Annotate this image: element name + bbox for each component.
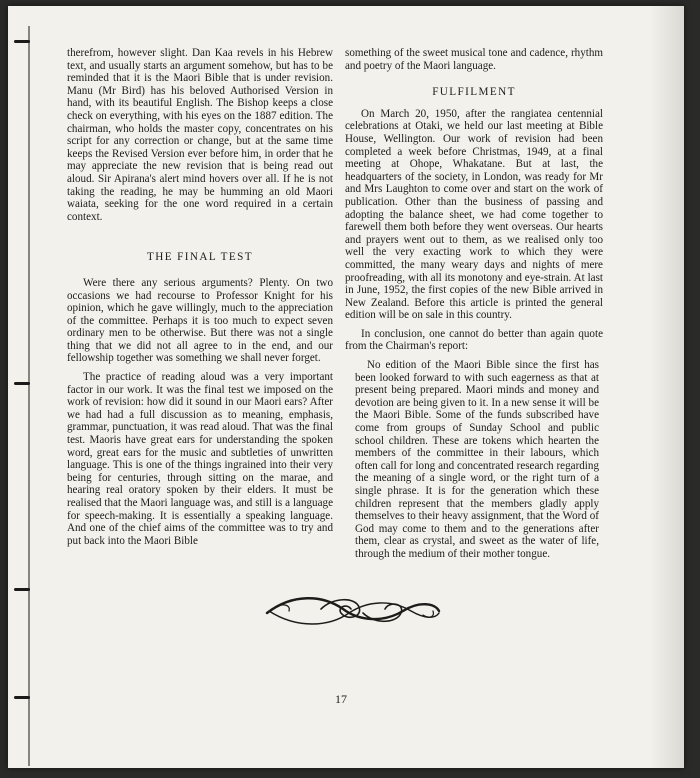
- binding-edge: [14, 26, 30, 766]
- chairman-quote: [345, 359, 603, 561]
- paragraph-march: On March 20, 1950, after the rangiatea centennial celebrations at Otaki, we held our last meeting at Bible House, Wellington. Our work of revision had been completed a week before Christmas, 1949, at a final meeting at Ohope, Whakatane. But at last, the headquarters of the society, in London, was ready for Mr and Mrs Laughton to come over and start on the work of publication. Other than the business of passing and adopting the balance sheet, we had come together to farewell them both before they went overseas. Our hearts and prayers went out to them, as we realised only too well the very exacting work to which they were committed, the many weary days and nights of mere proofreading, with all its monotony and eye-strain. At last in June, 1952, the first copies of the new Bible arrived in New Zealand. Before this article is printed the general edition will be on sale in this country.: [345, 107, 603, 322]
- paragraph-continuation: something of the sweet musical tone and cadence, rhythm and poetry of the Maori language.: [345, 47, 603, 72]
- binding-hole: [14, 40, 30, 43]
- binding-hole: [14, 588, 30, 591]
- paragraph-intro: therefrom, however slight. Dan Kaa revels in his Hebrew text, and usually starts an argument somehow, but has to be reminded that it is the Maori Bible that is under revision. Manu (Mr Bird) has his beloved Authorised Version in hand, with its beautiful English. The Bishop keeps a close check on everything, with his eyes on the 1887 edition. The chairman, who holds the master copy, concentrates on his script for any correction or change, but at the same time keeps the Revised Version ever before him, in order that he may appreciate the new revision that is being read out aloud. Sir Apirana's alert mind hovers over all. If he is not taking the reading, he may be humming an old Maori waiata, seeking for the one word required in a certain context.: [67, 47, 333, 223]
- left-column: [67, 47, 333, 547]
- paragraph-reading-aloud: The practice of reading aloud was a very important factor in our work. It was the final test we imposed on the work of revision: how did it sound in our Maori ears? After we had had a full discussion as to meaning, emphasis, grammar, punctuation, it was read aloud. That was the final test. Maoris have great ears for understanding the spoken word, great ears for the music and subtleties of unwritten language. This is one of the things ingrained into their very being for centuries, through sitting on the marae, and hearing real oratory spoken by their elders. It must be realised that the Maori language was, and still is a language for speech-making. It is essentially a speaking language. And one of the chief aims of the committee was to try and put back into the Maori Bible: [67, 371, 333, 547]
- flourish-ornament-icon: [263, 589, 443, 633]
- heading-final-test: THE FINAL TEST: [147, 251, 253, 264]
- gutter-shadow: [650, 6, 684, 768]
- heading-fulfilment: FULFILMENT: [432, 86, 516, 99]
- paragraph-conclusion: In conclusion, one cannot do better than again quote from the Chairman's report:: [345, 327, 603, 353]
- quote-text: No edition of the Maori Bible since the first has been looked forward to with such eagerness as that at present being prepared. Maori minds and money and devotion are being given to it. In a new sense it will be the Maori Bible. Some of the funds subscribed have come from groups of Sunday School and public school children. These are tokens which hearten the members of the committee in their labours, which often call for long and concentrated research regarding the meaning of a single word, or the right turn of a single phrase. It is for the generation which these children represent that the members gladly apply themselves to their heavy assignment, that the Word of God may come to them and to the generations after them, clear as crystal, and sweet as the water of life, through the medium of their mother tongue.: [355, 359, 599, 560]
- right-column: [345, 47, 603, 561]
- page-number: 17: [335, 692, 347, 706]
- binding-hole: [14, 382, 30, 385]
- book-page: [8, 6, 684, 768]
- paragraph-arguments: Were there any serious arguments? Plenty. On two occasions we had recourse to Professor Knight for his opinion, which he gave willingly, much to the appreciation of the committee. Perhaps it is too much to expect seven ordinary men to be otherwise. But there was not a single thing that we did not all agree to in the end, and our fellowship together was something we shall never forget.: [67, 276, 333, 365]
- binding-hole: [14, 696, 30, 699]
